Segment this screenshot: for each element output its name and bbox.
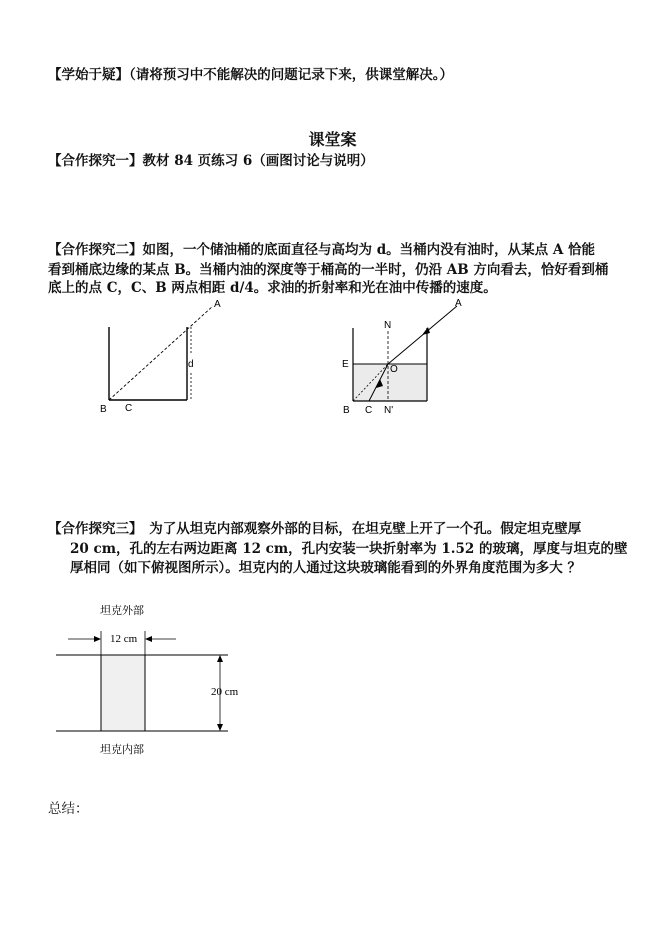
- class-title: 课堂案: [308, 130, 357, 149]
- label-n-prime: N': [384, 405, 394, 416]
- label-a-right: A: [455, 298, 462, 309]
- label-e: E: [342, 359, 349, 370]
- explore-1-text: 【合作探究一】教材 84 页练习 6（画图讨论与说明）: [48, 153, 374, 169]
- explore-3-line-1: 【合作探究三】 为了从坦克内部观察外部的目标，在坦克壁上开了一个孔。假定坦克壁厚: [48, 521, 582, 537]
- explore-2-line-2: 看到桶底边缘的某点 B。当桶内油的深度等于桶高的一半时，仍沿 AB 方向看去，恰好看到桶: [48, 262, 609, 278]
- oil-tank-diagram: [340, 295, 480, 420]
- width-label: 12 cm: [110, 633, 138, 645]
- label-n: N: [384, 320, 392, 331]
- label-c-right: C: [365, 405, 373, 416]
- tank-inside-label: 坦克内部: [100, 744, 144, 756]
- tank-outside-label: 坦克外部: [100, 605, 144, 617]
- label-b-left: B: [100, 404, 107, 415]
- explore-3-line-3: 厚相同（如下俯视图所示）。坦克内的人通过这块玻璃能看到的外界角度范围为多大 ？: [70, 560, 581, 576]
- label-o: O: [390, 364, 398, 375]
- label-d: d: [188, 359, 194, 370]
- label-a-left: A: [214, 299, 221, 310]
- explore-3-line-2: 20 cm，孔的左右两边距离 12 cm，孔内安装一块折射率为 1.52 的玻璃，厚度与坦克的壁: [70, 541, 628, 557]
- thickness-label: 20 cm: [211, 686, 239, 698]
- tank-wall-diagram: [50, 598, 270, 763]
- explore-2-line-1: 【合作探究二】如图，一个储油桶的底面直径与高均为 d。当桶内没有油时，从某点 A 恰能: [48, 242, 596, 258]
- label-b-right: B: [343, 405, 350, 416]
- question-section-text: 【学始于疑】（请将预习中不能解决的问题记录下来，供课堂解决。）: [48, 67, 453, 83]
- label-c-left: C: [125, 403, 133, 414]
- glass-pane: [101, 655, 145, 731]
- summary-label: 总结：: [48, 801, 89, 817]
- empty-tank-diagram: [95, 295, 235, 420]
- explore-2-line-3: 底上的点 C，C、B 两点相距 d/4。求油的折射率和光在油中传播的速度。: [48, 280, 497, 296]
